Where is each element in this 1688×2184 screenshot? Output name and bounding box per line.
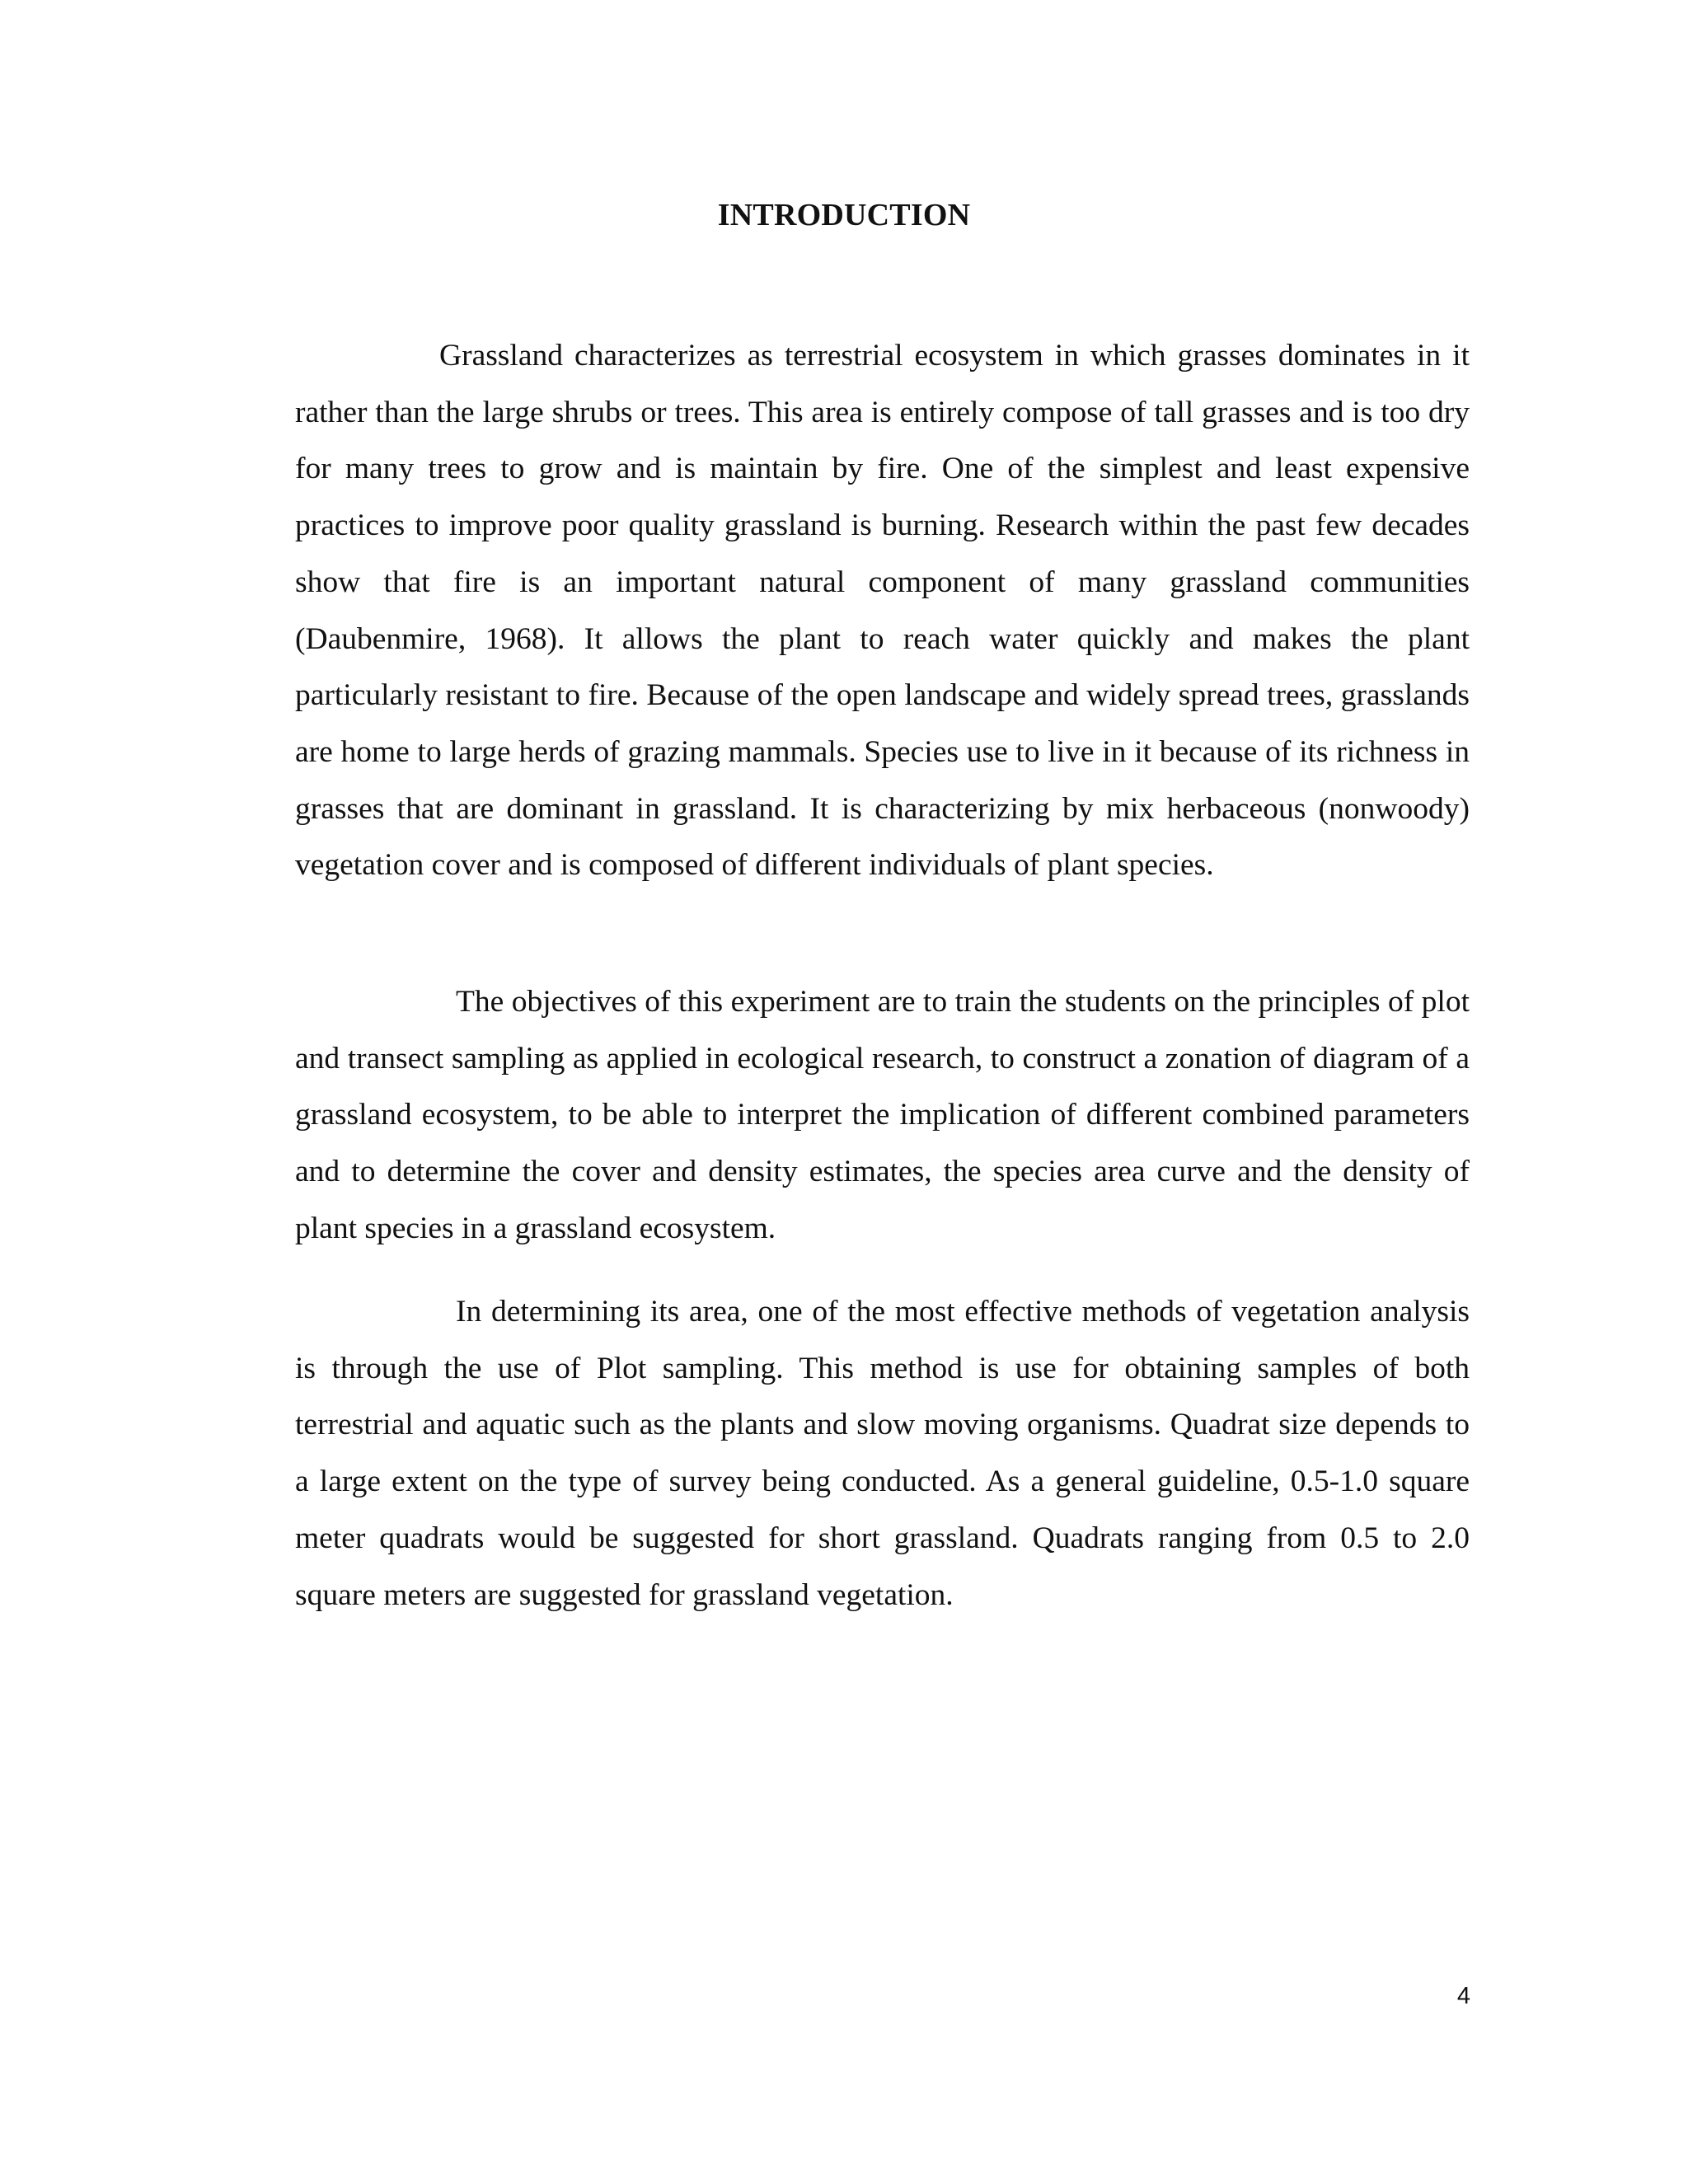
page-title: INTRODUCTION xyxy=(717,198,971,232)
paragraph-objectives xyxy=(295,974,1470,1258)
paragraph-text: The objectives of this experiment are to train the students on the principles of plot and transect sampling as applied in ecological research, to construct a zonation of diagram of a grassland ecosystem, to be able to interpret the implication of different combined parameters and to determine the cover and density estimates, the species area curve and the density of plant species in a grassland ecosystem. xyxy=(295,985,1470,1245)
paragraph-text: Grassland characterizes as terrestrial ecosystem in which grasses dominates in it rather than the large shrubs or trees. This area is entirely compose of tall grasses and is too dry for many trees to grow and is maintain by fire. One of the simplest and least expensive practices to improve poor quality grassland is burning. Research within the past few decades show that fire is an important natural component of many grassland communities (Daubenmire, 1968). It allows the plant to reach water quickly and makes the plant particularly resistant to fire. Because of the open landscape and widely spread trees, grasslands are home to large herds of grazing mammals. Species use to live in it because of its richness in grasses that are dominant in grassland. It is characterizing by mix herbaceous (nonwoody) vegetation cover and is composed of different individuals of plant species. xyxy=(295,339,1470,883)
paragraph-text: In determining its area, one of the most effective methods of vegetation analysis is through the use of Plot sampling. This method is use for obtaining samples of both terrestrial and aquatic such as the plants and slow moving organisms. Quadrat size depends to a large extent on the type of survey being conducted. As a general guideline, 0.5-1.0 square meter quadrats would be suggested for short grassland. Quadrats ranging from 0.5 to 2.0 square meters are suggested for grassland vegetation. xyxy=(295,1295,1470,1612)
page-number: 4 xyxy=(1456,1983,1470,2009)
paragraph-plot-sampling xyxy=(295,1284,1470,1624)
paragraph-grassland-definition xyxy=(295,328,1470,894)
